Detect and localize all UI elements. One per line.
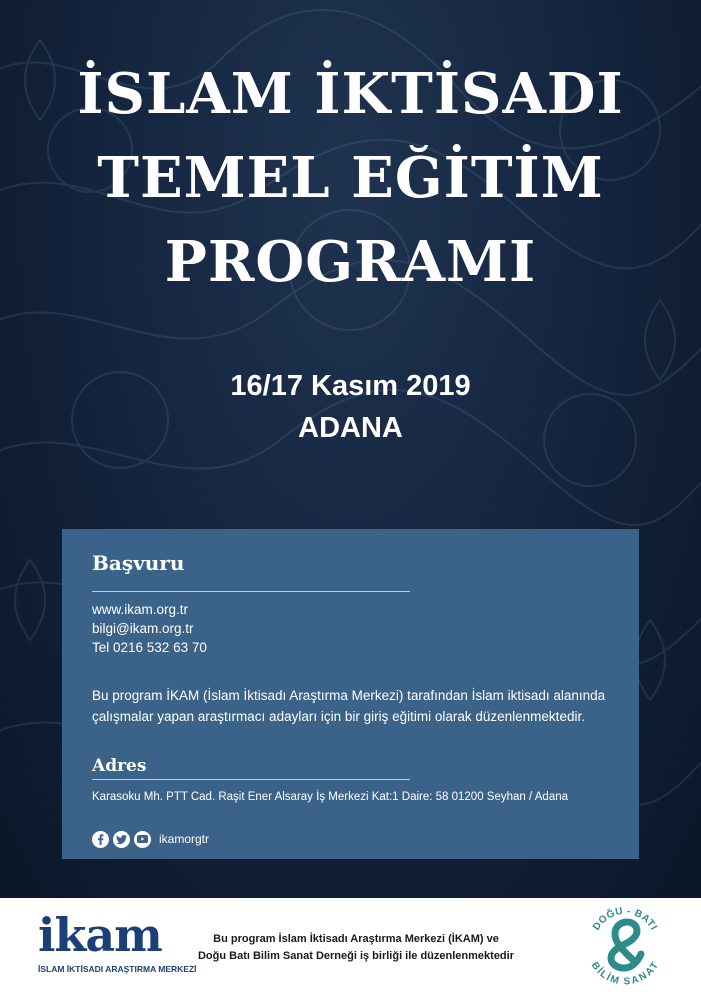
contact-list: [92, 600, 207, 657]
event-city: ADANA: [298, 412, 403, 444]
address-divider: [92, 779, 410, 780]
title-line-2: TEMEL EĞİTİM: [97, 145, 604, 211]
youtube-icon[interactable]: [134, 831, 151, 848]
application-divider: [92, 591, 410, 592]
email-link[interactable]: bilgi@ikam.org.tr: [92, 621, 194, 636]
ikam-logo-subtitle: İSLAM İKTİSADI ARAŞTIRMA MERKEZİ: [38, 964, 197, 974]
social-handle[interactable]: ikamorgtr: [159, 832, 210, 846]
ikam-logo: [38, 908, 197, 978]
dogu-bati-logo: [585, 900, 665, 986]
svg-text:BİLİM SANAT: [589, 960, 661, 986]
ampersand-icon: [611, 922, 641, 968]
address-heading: Adres: [92, 756, 147, 776]
dogu-bati-logo-bottom-text: BİLİM SANAT: [588, 960, 662, 986]
social-links: [92, 830, 209, 848]
dogu-bati-logo-top-text: DOĞU - BATI: [591, 905, 660, 933]
ikam-logo-word: ikam: [38, 908, 162, 962]
event-info: [0, 365, 701, 449]
title-line-1: İSLAM İKTİSADI: [77, 61, 624, 127]
event-date: 16/17 Kasım 2019: [230, 370, 471, 402]
partnership-line-1: Bu program İslam İktisadı Araştırma Merkezi (İKAM) ve: [213, 933, 499, 945]
application-heading: Başvuru: [92, 551, 185, 575]
facebook-icon[interactable]: [92, 831, 109, 848]
program-title: [0, 52, 701, 304]
twitter-icon[interactable]: [113, 831, 130, 848]
partnership-note: [196, 931, 516, 965]
partnership-line-2: Doğu Batı Bilim Sanat Derneği iş birliği ile düzenlenmektedir: [197, 950, 514, 962]
info-panel: [62, 529, 639, 859]
program-description: Bu program İKAM (İslam İktisadı Araştırma Merkezi) tarafından İslam iktisadı alanında çalışmalar yapan araştırmacı adayları için bir giriş eğitimi olarak düzenlenmektedir.: [92, 688, 606, 724]
phone-number: Tel 0216 532 63 70: [92, 640, 207, 655]
website-link[interactable]: www.ikam.org.tr: [92, 602, 189, 617]
title-line-3: PROGRAMI: [164, 229, 537, 295]
address-text: Karasoku Mh. PTT Cad. Raşit Ener Alsaray İş Merkezi Kat:1 Daire: 58 01200 Seyhan / Adana: [92, 791, 569, 803]
